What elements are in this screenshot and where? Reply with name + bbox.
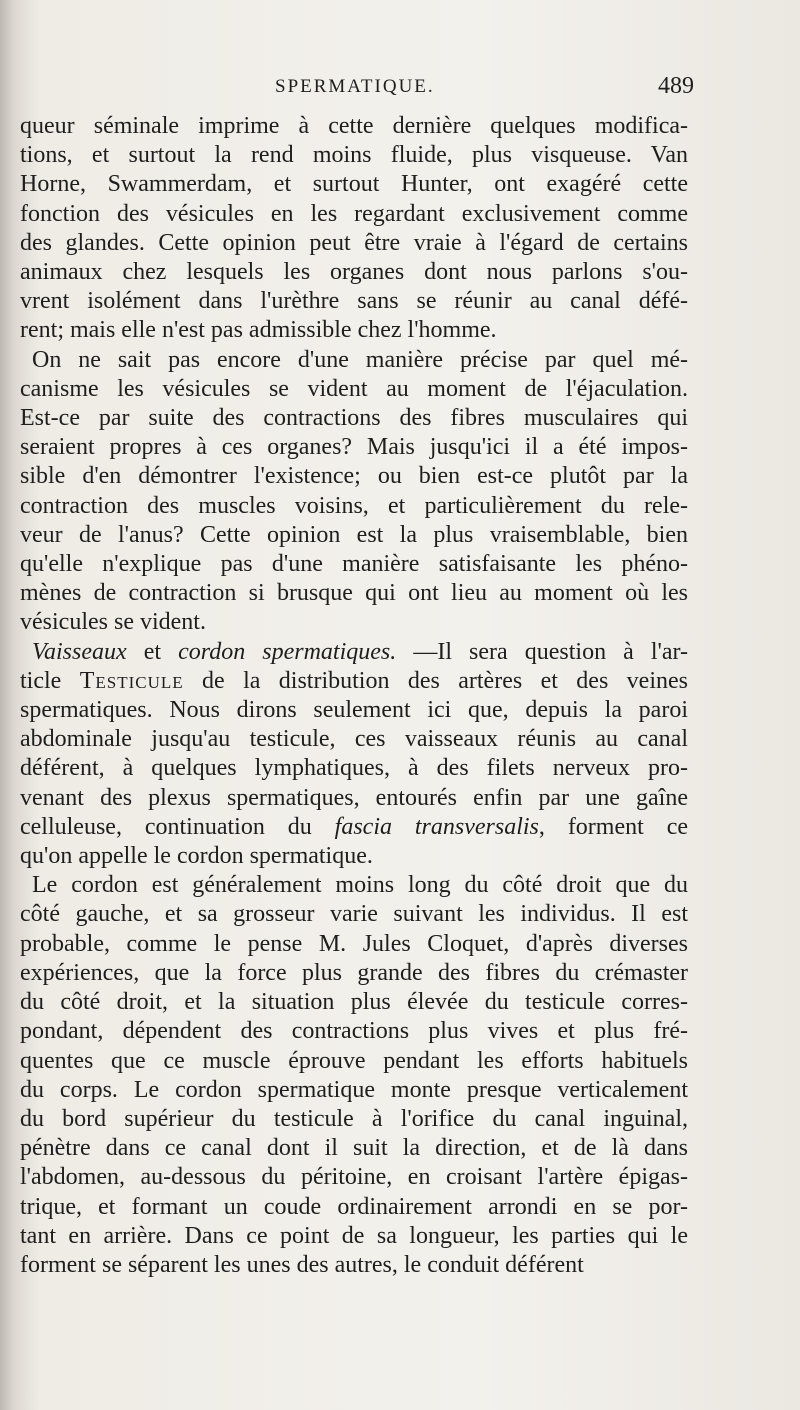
paragraph — [20, 871, 688, 1280]
page-header — [0, 73, 800, 106]
text-line: quentes que ce muscle éprouve pendant les efforts habituels — [20, 1047, 688, 1074]
text-line: probable, comme le pense M. Jules Cloquet, d'après diverses — [20, 930, 688, 957]
text-line: celluleuse, continuation du fascia transversalis, forment ce — [20, 813, 688, 840]
body-text — [20, 112, 688, 1280]
heading-italic: cordon spermatiques. — [178, 638, 397, 665]
text-line: Le cordon est généralement moins long du côté droit que du — [32, 872, 688, 899]
text-line: sible d'en démontrer l'existence; ou bien est-ce plutôt par la — [20, 463, 688, 490]
text-line: abdominale jusqu'au testicule, ces vaisseaux réunis au canal — [20, 726, 688, 753]
text-line: seraient propres à ces organes? Mais jusqu'ici il a été impos- — [20, 434, 688, 461]
text-line: l'abdomen, au-dessous du péritoine, en croisant l'artère épigas- — [20, 1164, 688, 1191]
text-line: côté gauche, et sa grosseur varie suivant les individus. Il est — [20, 901, 688, 928]
text-line: trique, et formant un coude ordinairement arrondi en se por- — [20, 1193, 688, 1220]
text-line: venant des plexus spermatiques, entourés enfin par une gaîne — [20, 784, 688, 811]
text-line: Horne, Swammerdam, et surtout Hunter, ont exagéré cette — [20, 171, 688, 198]
heading-connector: et — [126, 638, 179, 665]
section-heading-line — [20, 638, 688, 667]
text-line: expériences, que la force plus grande des fibres du crémaster — [20, 959, 688, 986]
text-line: du côté droit, et la situation plus élevée du testicule corres- — [20, 989, 688, 1016]
text-line: ticle Testicule de la distribution des artères et des veines — [20, 667, 688, 694]
text-line: queur séminale imprime à cette dernière quelques modifica- — [20, 113, 688, 139]
running-title: SPERMATIQUE. — [275, 76, 435, 97]
text-line: contraction des muscles voisins, et particulièrement du rele- — [20, 492, 688, 519]
text-line: vésicules se vident. — [20, 609, 206, 636]
text-line: rent; mais elle n'est pas admissible chez l'homme. — [20, 317, 497, 344]
text-line: pondant, dépendent des contractions plus vives et plus fré- — [20, 1018, 688, 1045]
text-line: Est-ce par suite des contractions des fibres musculaires qui — [20, 405, 688, 432]
paragraph — [20, 638, 688, 872]
paragraph — [20, 112, 688, 346]
heading-italic: Vaisseaux — [32, 638, 127, 665]
text-line: spermatiques. Nous dirons seulement ici que, depuis la paroi — [20, 697, 688, 724]
text-line: veur de l'anus? Cette opinion est la plus vraisemblable, bien — [20, 521, 688, 548]
cross-reference-term: Testicule — [79, 667, 184, 694]
text-line: forment se séparent les unes des autres, le conduit déférent — [20, 1251, 584, 1278]
text-line: qu'elle n'explique pas d'une manière satisfaisante les phéno- — [20, 551, 688, 578]
heading-continuation: —Il sera question à l'ar- — [396, 638, 688, 665]
text-line: déférent, à quelques lymphatiques, à des filets nerveux pro- — [20, 755, 688, 782]
latin-term: fascia transversalis — [334, 813, 539, 840]
text-line: des glandes. Cette opinion peut être vraie à l'égard de certains — [20, 229, 688, 256]
text-line: du corps. Le cordon spermatique monte presque verticalement — [20, 1076, 688, 1103]
page-number: 489 — [658, 73, 694, 99]
text-line: vrent isolément dans l'urèthre sans se réunir au canal défé- — [20, 288, 688, 315]
text-line: animaux chez lesquels les organes dont nous parlons s'ou- — [20, 259, 688, 286]
text-line: tant en arrière. Dans ce point de sa longueur, les parties qui le — [20, 1222, 688, 1249]
paragraph — [20, 346, 688, 638]
text-line: mènes de contraction si brusque qui ont lieu au moment où les — [20, 580, 688, 607]
text-line: qu'on appelle le cordon spermatique. — [20, 843, 373, 870]
text-line: On ne sait pas encore d'une manière précise par quel mé- — [32, 346, 688, 373]
text-line: du bord supérieur du testicule à l'orifice du canal inguinal, — [20, 1105, 688, 1132]
text-line: fonction des vésicules en les regardant exclusivement comme — [20, 200, 688, 227]
text-line: pénètre dans ce canal dont il suit la direction, et de là dans — [20, 1135, 688, 1162]
text-line: tions, et surtout la rend moins fluide, plus visqueuse. Van — [20, 142, 688, 169]
text-line: canisme les vésicules se vident au moment de l'éjaculation. — [20, 375, 688, 402]
